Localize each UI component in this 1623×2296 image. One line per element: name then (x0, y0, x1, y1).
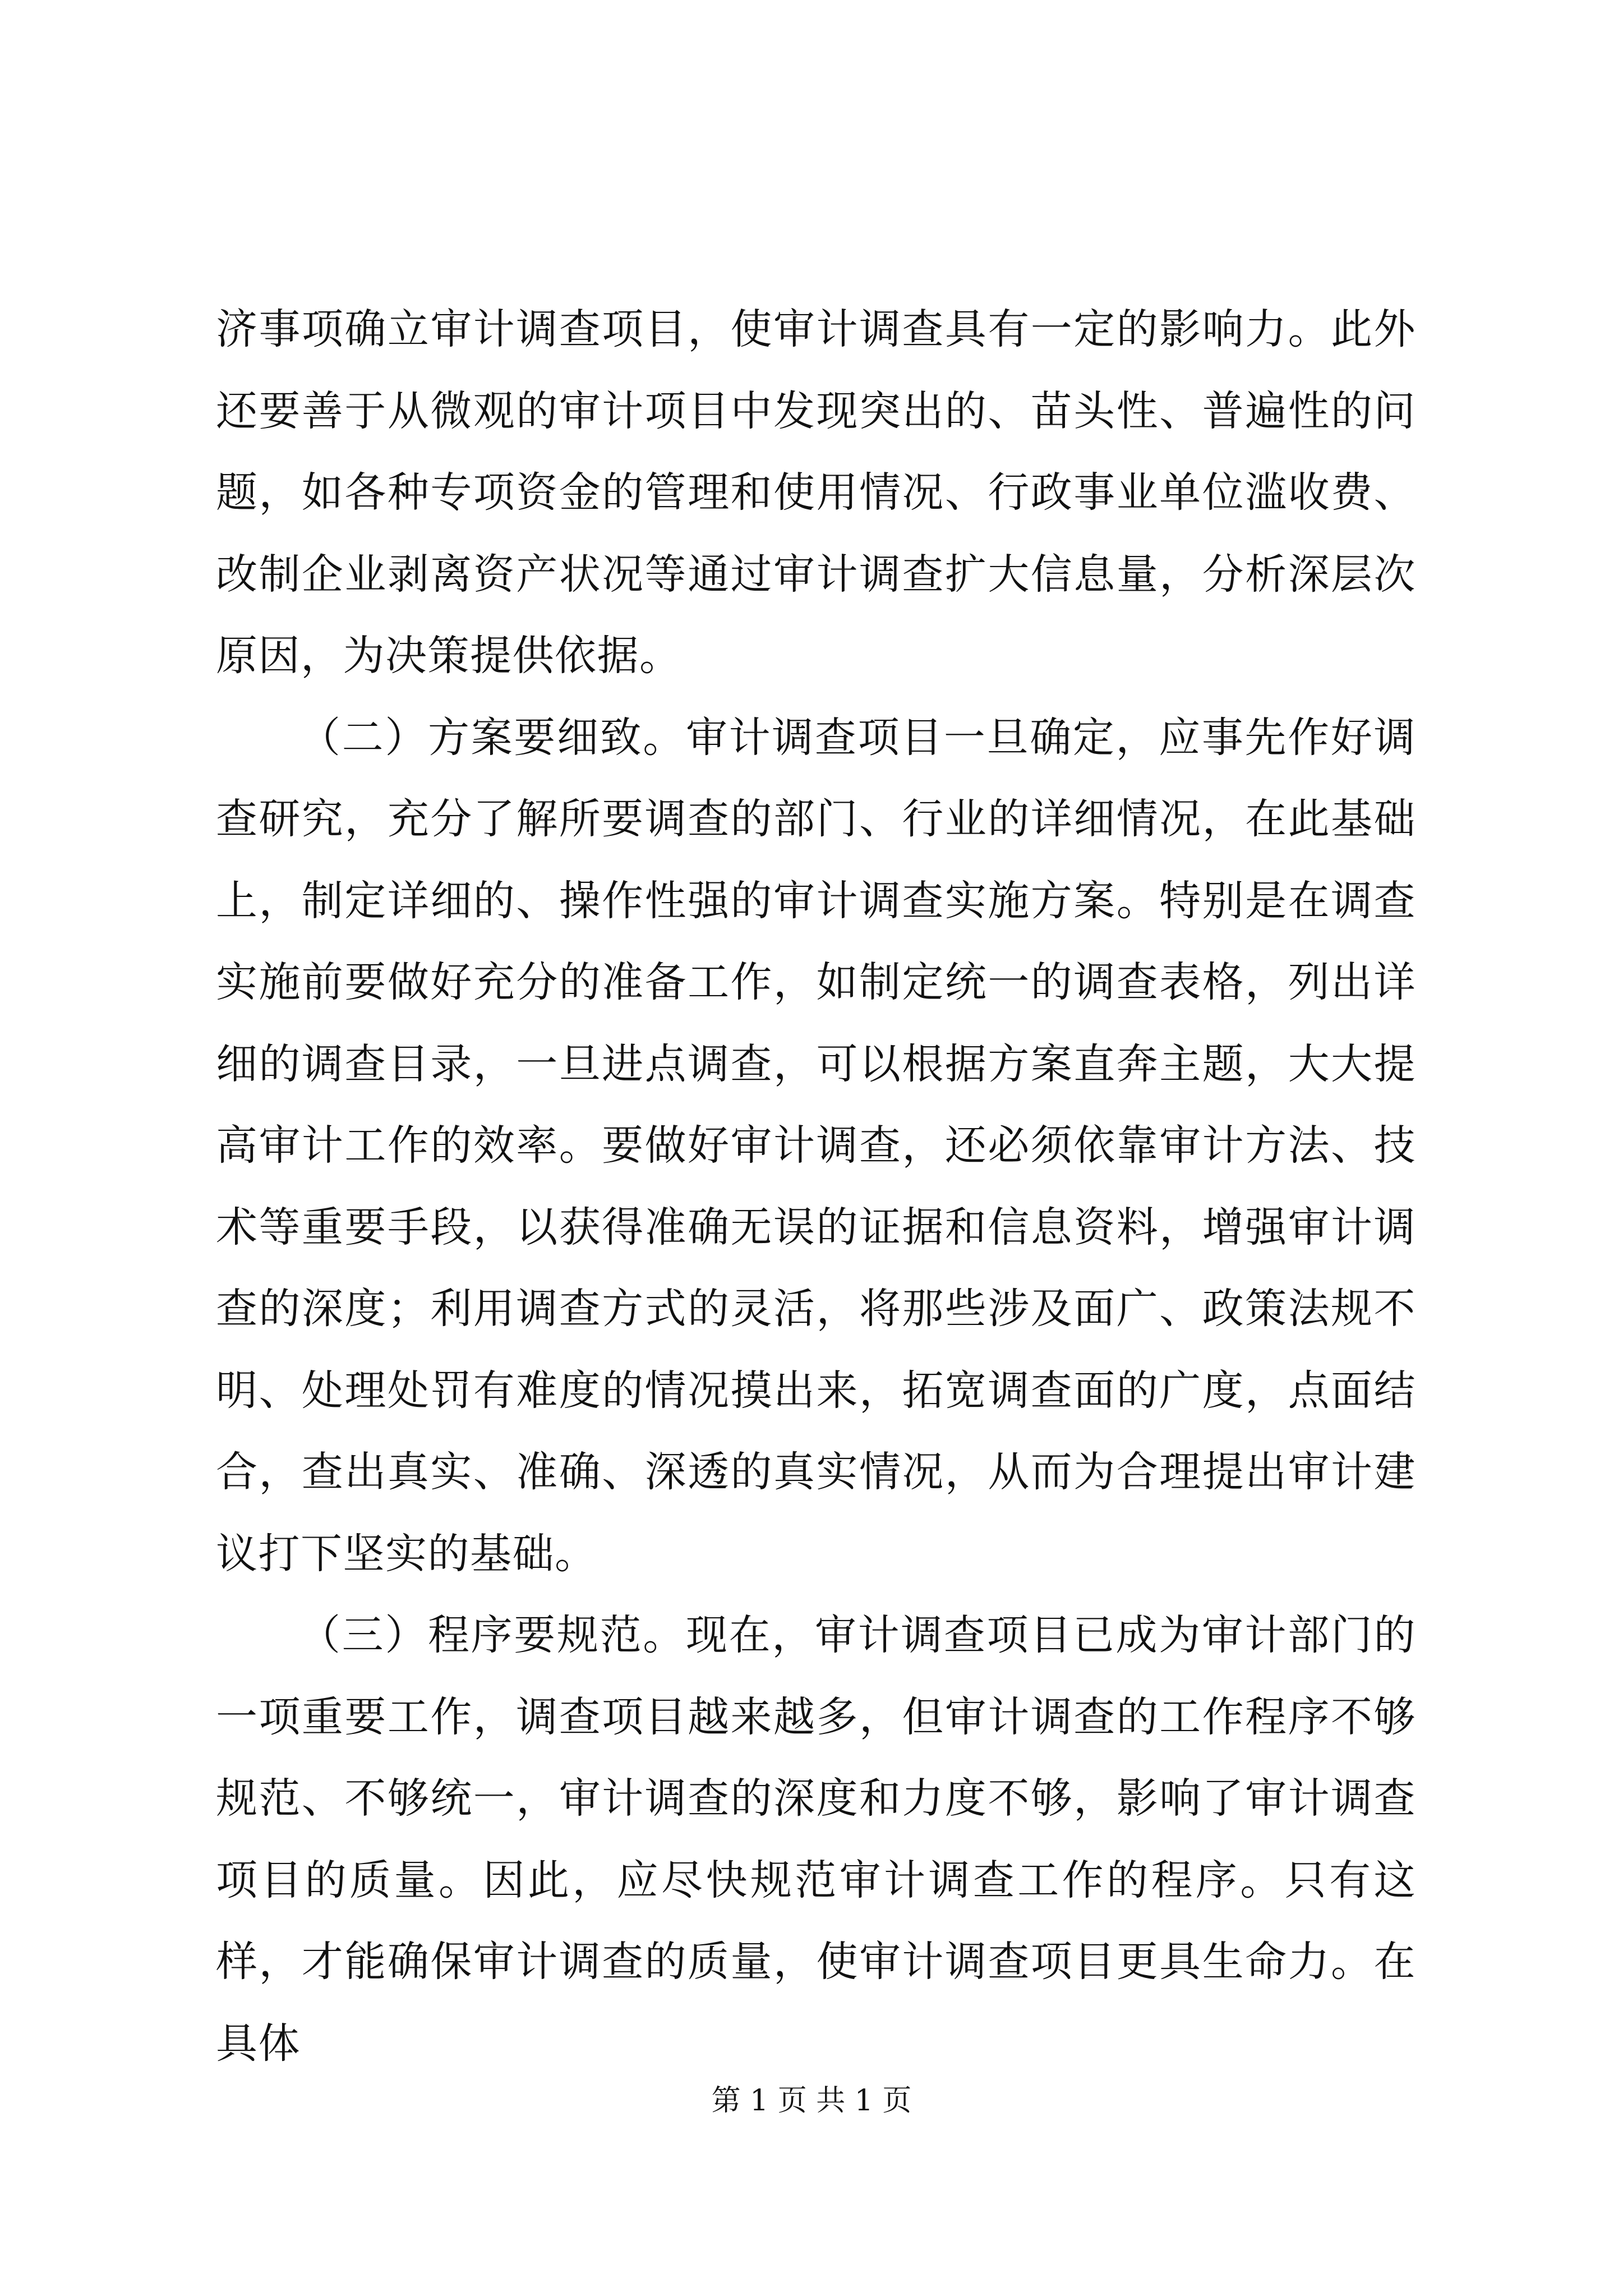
paragraph-section-three: （三）程序要规范。现在，审计调查项目已成为审计部门的一项重要工作，调查项目越来越多，但审计调查的工作程序不够规范、不够统一，审计调查的深度和力度不够，影响了审计调查项目的质量。因此，应尽快规范审计调查工作的程序。只有这样，才能确保审计调查的质量，使审计调查项目更具生命力。在具体 (216, 1611, 1416, 2068)
paragraph-continuation: 济事项确立审计调查项目，使审计调查具有一定的影响力。此外还要善于从微观的审计项目中发现突出的、苗头性、普遍性的问题，如各种专项资金的管理和使用情况、行政事业单位滥收费、改制企业剥离资产状况等通过审计调查扩大信息量，分析深层次原因，为决策提供依据。 (216, 305, 1416, 680)
paragraph-section-two: （二）方案要细致。审计调查项目一旦确定，应事先作好调查研究，充分了解所要调查的部门、行业的详细情况，在此基础上，制定详细的、操作性强的审计调查实施方案。特别是在调查实施前要做好充分的准备工作，如制定统一的调查表格，列出详细的调查目录，一旦进点调查，可以根据方案直奔主题，大大提高审计工作的效率。要做好审计调查，还必须依靠审计方法、技术等重要手段，以获得准确无误的证据和信息资料，增强审计调查的深度；利用调查方式的灵活，将那些涉及面广、政策法规不明、处理处罚有难度的情况摸出来，拓宽调查面的广度，点面结合，查出真实、准确、深透的真实情况，从而为合理提出审计建议打下坚实的基础。 (216, 713, 1416, 1578)
document-body (216, 289, 1416, 2085)
page-footer: 第 1 页 共 1 页 (711, 2084, 912, 2118)
